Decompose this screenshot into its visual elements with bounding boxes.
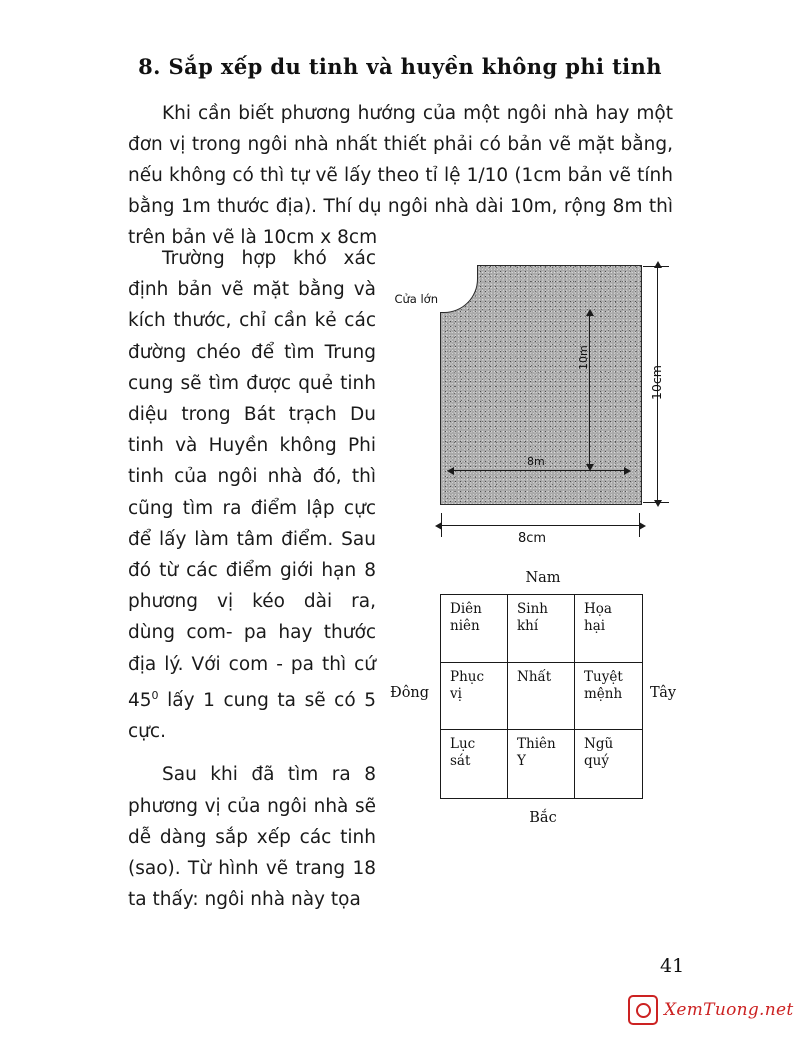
grid-cell-line2: hại (584, 618, 606, 634)
page-title: 8. Sắp xếp du tinh và huyền không phi tinh (138, 54, 662, 79)
grid-cell-line2: quý (584, 753, 609, 770)
grid-cell-line2: vị (450, 685, 462, 702)
direction-label-north: Bắc (529, 810, 557, 826)
grid-cell-line1: Thiên (517, 736, 556, 753)
grid-cell-line2: khí (517, 618, 539, 634)
grid-cell-line1: Lục (450, 736, 476, 753)
grid-cell (508, 595, 575, 663)
left-text-column (128, 243, 376, 927)
grid-cell (575, 730, 642, 798)
paragraph-1-tail: lấy 1 (158, 690, 224, 711)
grid-cell-line1: Nhất (517, 668, 552, 685)
degree-superscript: 0 (151, 688, 159, 702)
grid-cell-line2: niên (450, 618, 480, 634)
intro-text: Khi cần biết phương hướng của một ngôi nhà hay một đơn vị trong ngôi nhà nhất thiết phải có bản vẽ mặt bằng, nếu không có thì tự vẽ lấy theo tỉ lệ 1/10 (1cm bản vẽ tính bằng 1m thước địa). Thí dụ ngôi nhà dài 10m, rộng 8m thì trên bản vẽ là 10cm x 8cm (128, 103, 673, 248)
watermark (628, 995, 793, 1025)
outer-width-label: 8cm (518, 531, 547, 546)
grid-cell-line1: Phục (450, 668, 485, 685)
grid-cell (508, 663, 575, 731)
inner-width-label: 8m (527, 455, 545, 468)
bagua-grid (440, 594, 643, 799)
grid-cell-line1: Họa (584, 601, 612, 617)
inner-height-dimension-line (589, 315, 590, 465)
grid-cell (441, 663, 508, 731)
paragraph-1-text: Trường hợp khó xác định bản vẽ mặt bằng và kích thước, chỉ cần kẻ các đường chéo để tìm Trung cung sẽ tìm được quẻ tinh diệu trong Bát trạch Du tinh và Huyền không Phi tinh của ngôi nhà đó, thì cũng tìm ra điểm lập cực để lấy làm tâm điểm. Sau đó từ các điểm giới hạn 8 phương vị kéo dài ra, dùng com- pa hay thước địa lý. Với com - pa thì cứ 45 (128, 248, 376, 711)
paragraph-1 (128, 243, 376, 747)
page-number: 41 (660, 955, 685, 977)
grid-cell (575, 663, 642, 731)
watermark-text: XemTuong.net (664, 1000, 794, 1020)
outer-width-dimension-line (441, 525, 640, 526)
grid-cell (441, 595, 508, 663)
grid-cell-line2: Y (517, 753, 526, 770)
paragraph-2-text: Sau khi đã tìm ra 8 phương vị của ngôi nhà sẽ dễ dàng sắp xếp các tinh (sao). Từ hình vẽ trang 18 ta thấy: ngôi nhà này tọa (128, 764, 376, 911)
grid-cell-line1: Sinh (517, 601, 548, 617)
grid-cell (575, 595, 642, 663)
direction-label-south: Nam (525, 570, 561, 586)
paragraph-2 (128, 759, 376, 915)
grid-cell-line2: sát (450, 753, 471, 770)
grid-cell-line1: Diên (450, 601, 482, 617)
inner-height-label: 10m (577, 345, 590, 370)
outer-height-label: 10cm (649, 365, 664, 400)
door-label: Cửa lớn (394, 292, 438, 306)
watermark-logo-icon (628, 995, 658, 1025)
grid-cell-line1: Ngũ (584, 736, 614, 753)
grid-cell-line2: mệnh (584, 685, 623, 702)
grid-cell-line1: Tuyệt (584, 668, 623, 685)
direction-label-west: Tây (650, 685, 677, 701)
intro-paragraph (128, 98, 673, 253)
grid-cell (441, 730, 508, 798)
bagua-grid-figure (390, 570, 688, 835)
grid-cell (508, 730, 575, 798)
inner-width-dimension-line (453, 470, 625, 471)
direction-label-east: Đông (390, 685, 430, 701)
house-floorplan-figure (394, 255, 675, 546)
paragraph-1-end: cung ta sẽ có 5 cực. (128, 690, 376, 743)
house-shape (440, 265, 642, 505)
